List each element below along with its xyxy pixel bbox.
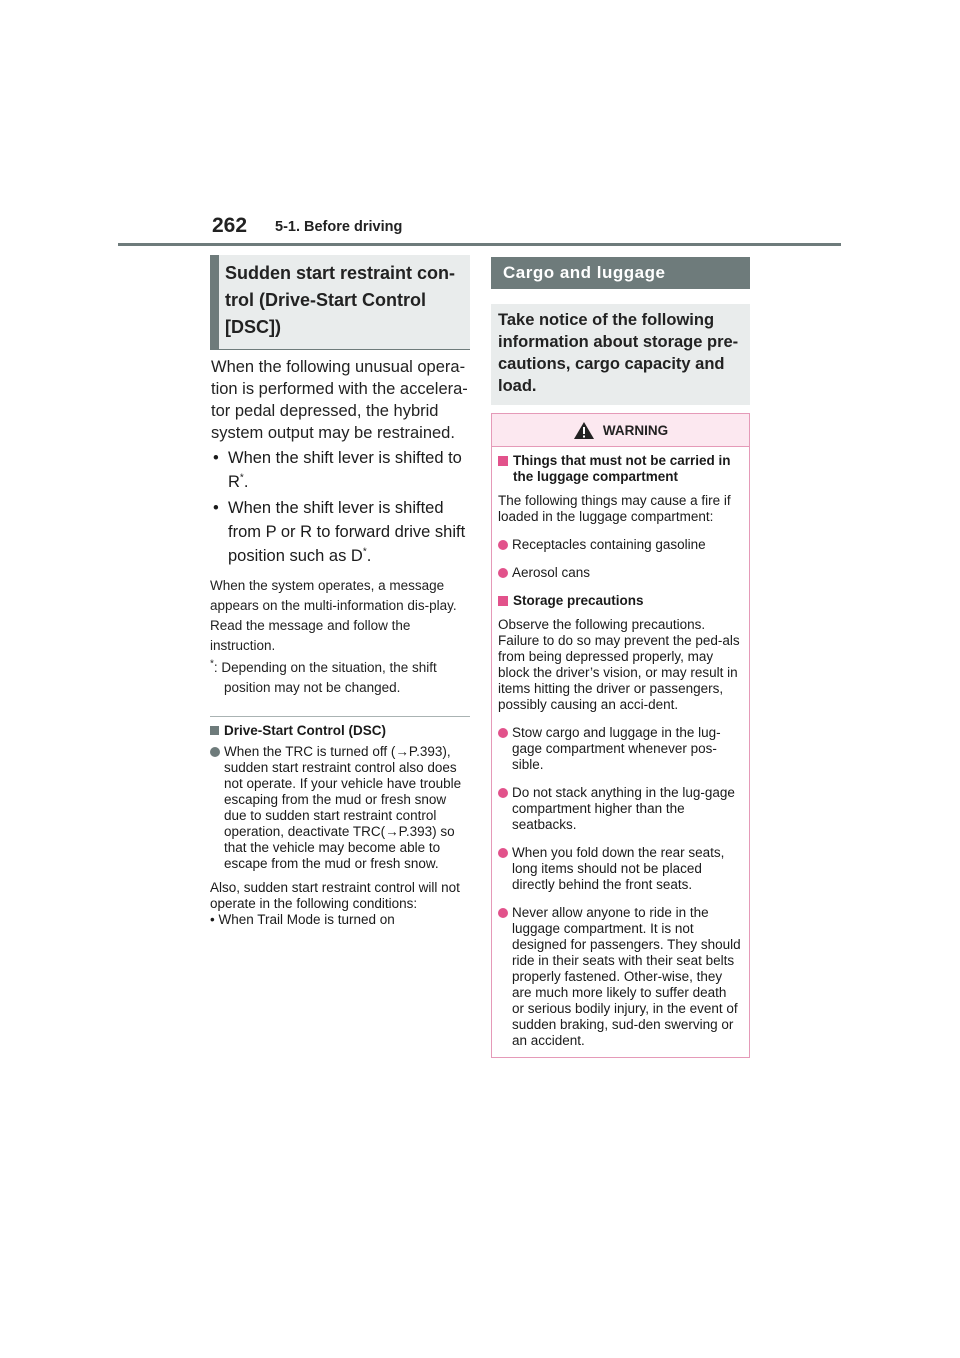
list-item-text: Aerosol cans (512, 565, 591, 580)
page-number: 262 (212, 214, 248, 237)
dsc-subheading-text: Drive-Start Control (DSC) (224, 723, 387, 738)
list-item-text: Never allow anyone to ride in the luggage compartment. It is not designed for passengers. They should ride in their seats with their seat belts properly fastened. Other-wise, they are much more likely to suffer death or serious bodily injury, in the event of sudden braking, sud-den swerving or an accident. (512, 905, 741, 1048)
divider (210, 716, 470, 717)
section-title: 5-1. Before driving (275, 219, 403, 235)
circle-bullet-icon (210, 747, 220, 757)
circle-bullet-icon (498, 540, 508, 550)
bullet-icon: • (213, 449, 219, 467)
square-bullet-icon (498, 596, 508, 606)
bullet-suffix: . (243, 473, 249, 491)
bullet-icon: • (213, 499, 219, 517)
list-item (498, 565, 741, 581)
warning-header (492, 414, 749, 447)
warning-title: WARNING (602, 422, 669, 438)
list-item-text: Do not stack anything in the lug-gage compartment higher than the seatbacks. (512, 785, 735, 832)
cargo-heading: Cargo and luggage (491, 257, 750, 289)
warning-box (491, 413, 750, 1058)
bullet-text: When the shift lever is shifted to R (228, 449, 462, 491)
warning-subheading (498, 453, 741, 485)
bullet-text: When the shift lever is shifted from P or R to forward drive shift position such as D (228, 499, 466, 565)
dsc-heading: Sudden start restraint con-trol (Drive-Start Control [DSC]) (210, 255, 470, 350)
list-item (498, 845, 741, 893)
circle-bullet-icon (498, 908, 508, 918)
footnote-mark: * (210, 658, 214, 670)
dsc-item-text: When the TRC is turned off (→P.393), sudden start restraint control also does not operate. If your vehicle have trouble escaping from the mud or fresh snow due to sudden start restraint control operation, deactivate TRC(→P.393) so that the vehicle may become able to escape from the mud or fresh snow. (224, 744, 462, 871)
circle-bullet-icon (498, 848, 508, 858)
list-item (210, 744, 470, 872)
dsc-subheading (210, 723, 470, 738)
system-note: When the system operates, a message appears on the multi-information dis-play. Read the message and follow the instruction. (210, 578, 457, 653)
circle-bullet-icon (498, 788, 508, 798)
warning-subheading-text: Things that must not be carried in the luggage compartment (513, 453, 731, 484)
warning-body (492, 447, 749, 1057)
warning-paragraph: The following things may cause a fire if loaded in the luggage compartment: (498, 493, 731, 524)
header-rule (118, 243, 841, 246)
square-bullet-icon (498, 456, 508, 466)
warning-paragraph: Observe the following precautions. Failure to do so may prevent the ped-als from being depressed properly, may block the driver’s vision, or may result in items hitting the driver or passengers, possibly causing an acci-dent. (498, 617, 740, 712)
left-column (210, 255, 470, 928)
warning-subheading-text: Storage precautions (513, 593, 644, 608)
right-column (491, 257, 750, 1058)
list-item (498, 785, 741, 833)
list-item-text: Receptacles containing gasoline (512, 537, 706, 552)
footnote (210, 658, 470, 698)
circle-bullet-icon (498, 728, 508, 738)
list-item (498, 725, 741, 773)
dsc-intro: When the following unusual opera-tion is performed with the accelera-tor pedal depressed, the hybrid system output may be restrained. (211, 358, 468, 442)
list-item-text: When you fold down the rear seats, long items should not be placed directly behind the front seats. (512, 845, 725, 892)
dsc-bullet-list (210, 446, 470, 568)
warning-subheading (498, 593, 741, 609)
asterisk-mark: * (239, 472, 244, 484)
warning-triangle-icon (573, 421, 595, 440)
bullet-suffix: . (366, 547, 372, 565)
also-text: Also, sudden start restraint control will not operate in the following conditions: (210, 880, 460, 911)
list-item (210, 446, 470, 494)
asterisk-mark: * (362, 546, 367, 558)
list-item-text: Stow cargo and luggage in the lug-gage compartment whenever pos-sible. (512, 725, 721, 772)
circle-bullet-icon (498, 568, 508, 578)
cargo-intro: Take notice of the following information about storage pre-cautions, cargo capacity and load. (491, 304, 750, 405)
footnote-text: : Depending on the situation, the shift position may not be changed. (213, 660, 437, 695)
list-item (210, 496, 470, 568)
list-item (498, 537, 741, 553)
list-item (498, 905, 741, 1049)
square-bullet-icon (210, 726, 219, 735)
also-bullet: • When Trail Mode is turned on (210, 912, 395, 927)
